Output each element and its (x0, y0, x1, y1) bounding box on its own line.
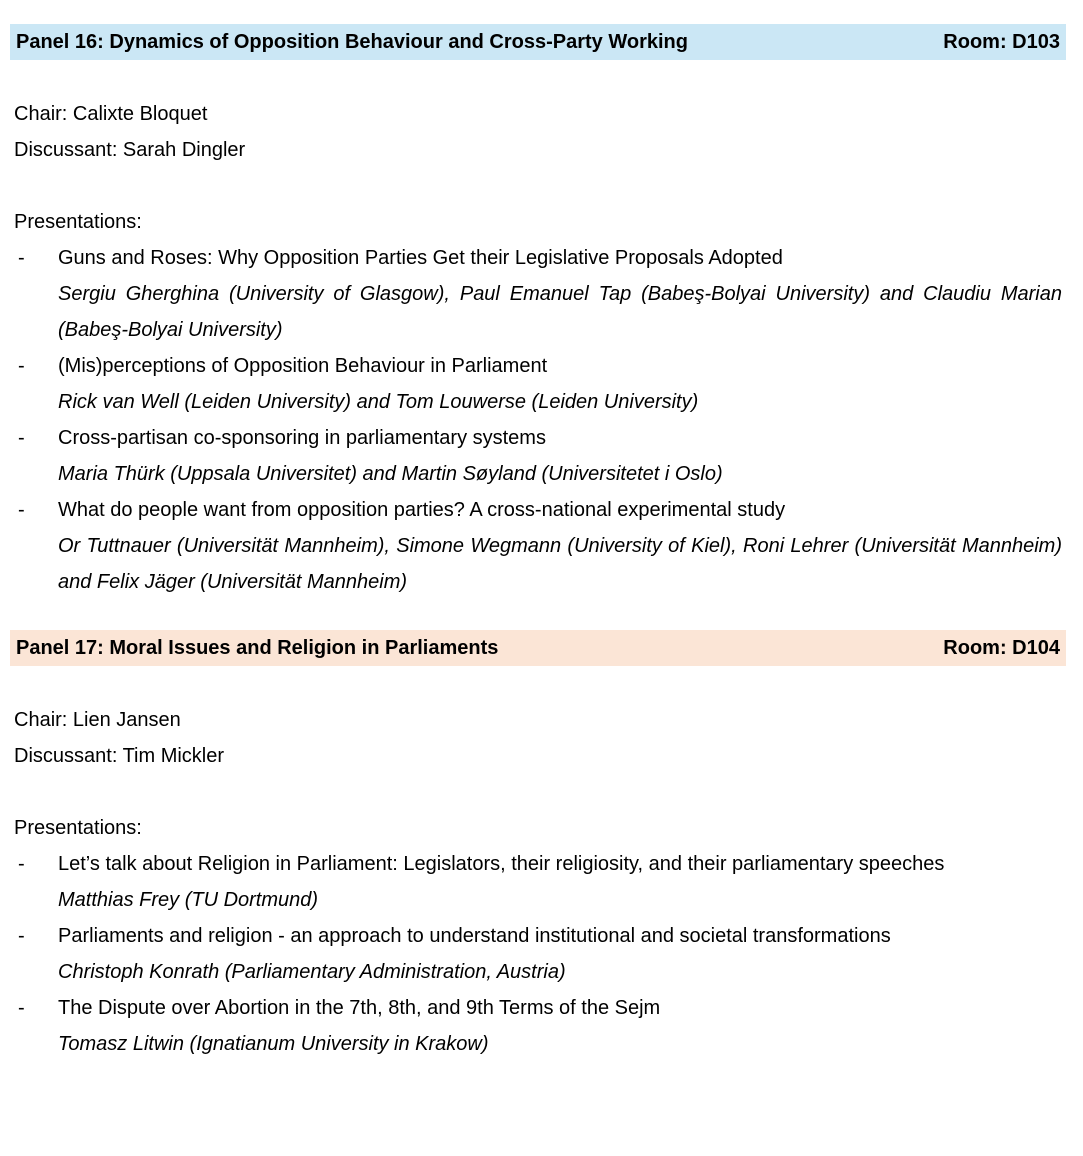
panel-16-header (10, 24, 1066, 60)
presentation-content (58, 492, 1062, 600)
presentation-title: Cross-partisan co-sponsoring in parliamentary systems (58, 427, 546, 449)
presentation-title: The Dispute over Abortion in the 7th, 8th, and 9th Terms of the Sejm (58, 997, 661, 1019)
bullet-dash: - (18, 427, 25, 449)
presentation-authors: Maria Thürk (Uppsala Universitet) and Martin Søyland (Universitetet i Oslo) (58, 463, 723, 485)
presentation-title: Let’s talk about Religion in Parliament: Legislators, their religiosity, and their parliamentary speeches (58, 853, 945, 875)
bullet-dash: - (18, 997, 25, 1019)
bullet-dash: - (18, 925, 25, 947)
presentation-item (14, 420, 1062, 492)
panel-title: Panel 16: Dynamics of Opposition Behaviour and Cross-Party Working (16, 31, 688, 53)
presentation-list (14, 846, 1062, 1062)
presentation-title: Parliaments and religion - an approach to understand institutional and societal transformations (58, 925, 891, 947)
presentation-item (14, 990, 1062, 1062)
presentation-authors: Sergiu Gherghina (University of Glasgow), Paul Emanuel Tap (Babeş-Bolyai University) and Claudiu Marian (Babeş-Bolyai University) (58, 283, 1062, 341)
panel-17-section (0, 630, 1083, 1062)
bullet-dash: - (18, 499, 25, 521)
presentation-content (58, 240, 1062, 348)
presentation-title: Guns and Roses: Why Opposition Parties Get their Legislative Proposals Adopted (58, 247, 783, 269)
bullet-dash: - (18, 355, 25, 377)
presentation-content (58, 348, 1062, 420)
presentation-item (14, 918, 1062, 990)
presentation-item (14, 492, 1062, 600)
presentation-authors: Or Tuttnauer (Universität Mannheim), Simone Wegmann (University of Kiel), Roni Lehrer (Universität Mannheim) and Felix Jäger (Universität Mannheim) (58, 535, 1062, 593)
presentation-item (14, 348, 1062, 420)
panel-16-section (0, 24, 1083, 600)
presentation-authors: Rick van Well (Leiden University) and Tom Louwerse (Leiden University) (58, 391, 699, 413)
presentation-title: (Mis)perceptions of Opposition Behaviour in Parliament (58, 355, 548, 377)
panel-room: Room: D103 (943, 31, 1060, 53)
panel-title: Panel 17: Moral Issues and Religion in Parliaments (16, 637, 499, 659)
presentation-item (14, 240, 1062, 348)
presentation-list (14, 240, 1062, 600)
presentation-authors: Matthias Frey (TU Dortmund) (58, 889, 319, 911)
panel-body (14, 702, 1062, 1062)
presentation-authors: Christoph Konrath (Parliamentary Administration, Austria) (58, 961, 566, 983)
presentation-item (14, 846, 1062, 918)
presentation-content (58, 846, 1062, 918)
presentation-authors: Tomasz Litwin (Ignatianum University in Krakow) (58, 1033, 489, 1055)
presentations-label: Presentations: (14, 817, 142, 839)
chair-line: Chair: Lien Jansen (14, 709, 181, 731)
bullet-dash: - (18, 247, 25, 269)
presentation-content (58, 420, 1062, 492)
chair-line: Chair: Calixte Bloquet (14, 103, 208, 125)
presentation-content (58, 918, 1062, 990)
panel-body (14, 96, 1062, 600)
presentations-label: Presentations: (14, 211, 142, 233)
presentation-title: What do people want from opposition parties? A cross-national experimental study (58, 499, 786, 521)
bullet-dash: - (18, 853, 25, 875)
discussant-line: Discussant: Sarah Dingler (14, 139, 246, 161)
panel-17-header (10, 630, 1066, 666)
discussant-line: Discussant: Tim Mickler (14, 745, 225, 767)
presentation-content (58, 990, 1062, 1062)
panel-room: Room: D104 (943, 637, 1060, 659)
